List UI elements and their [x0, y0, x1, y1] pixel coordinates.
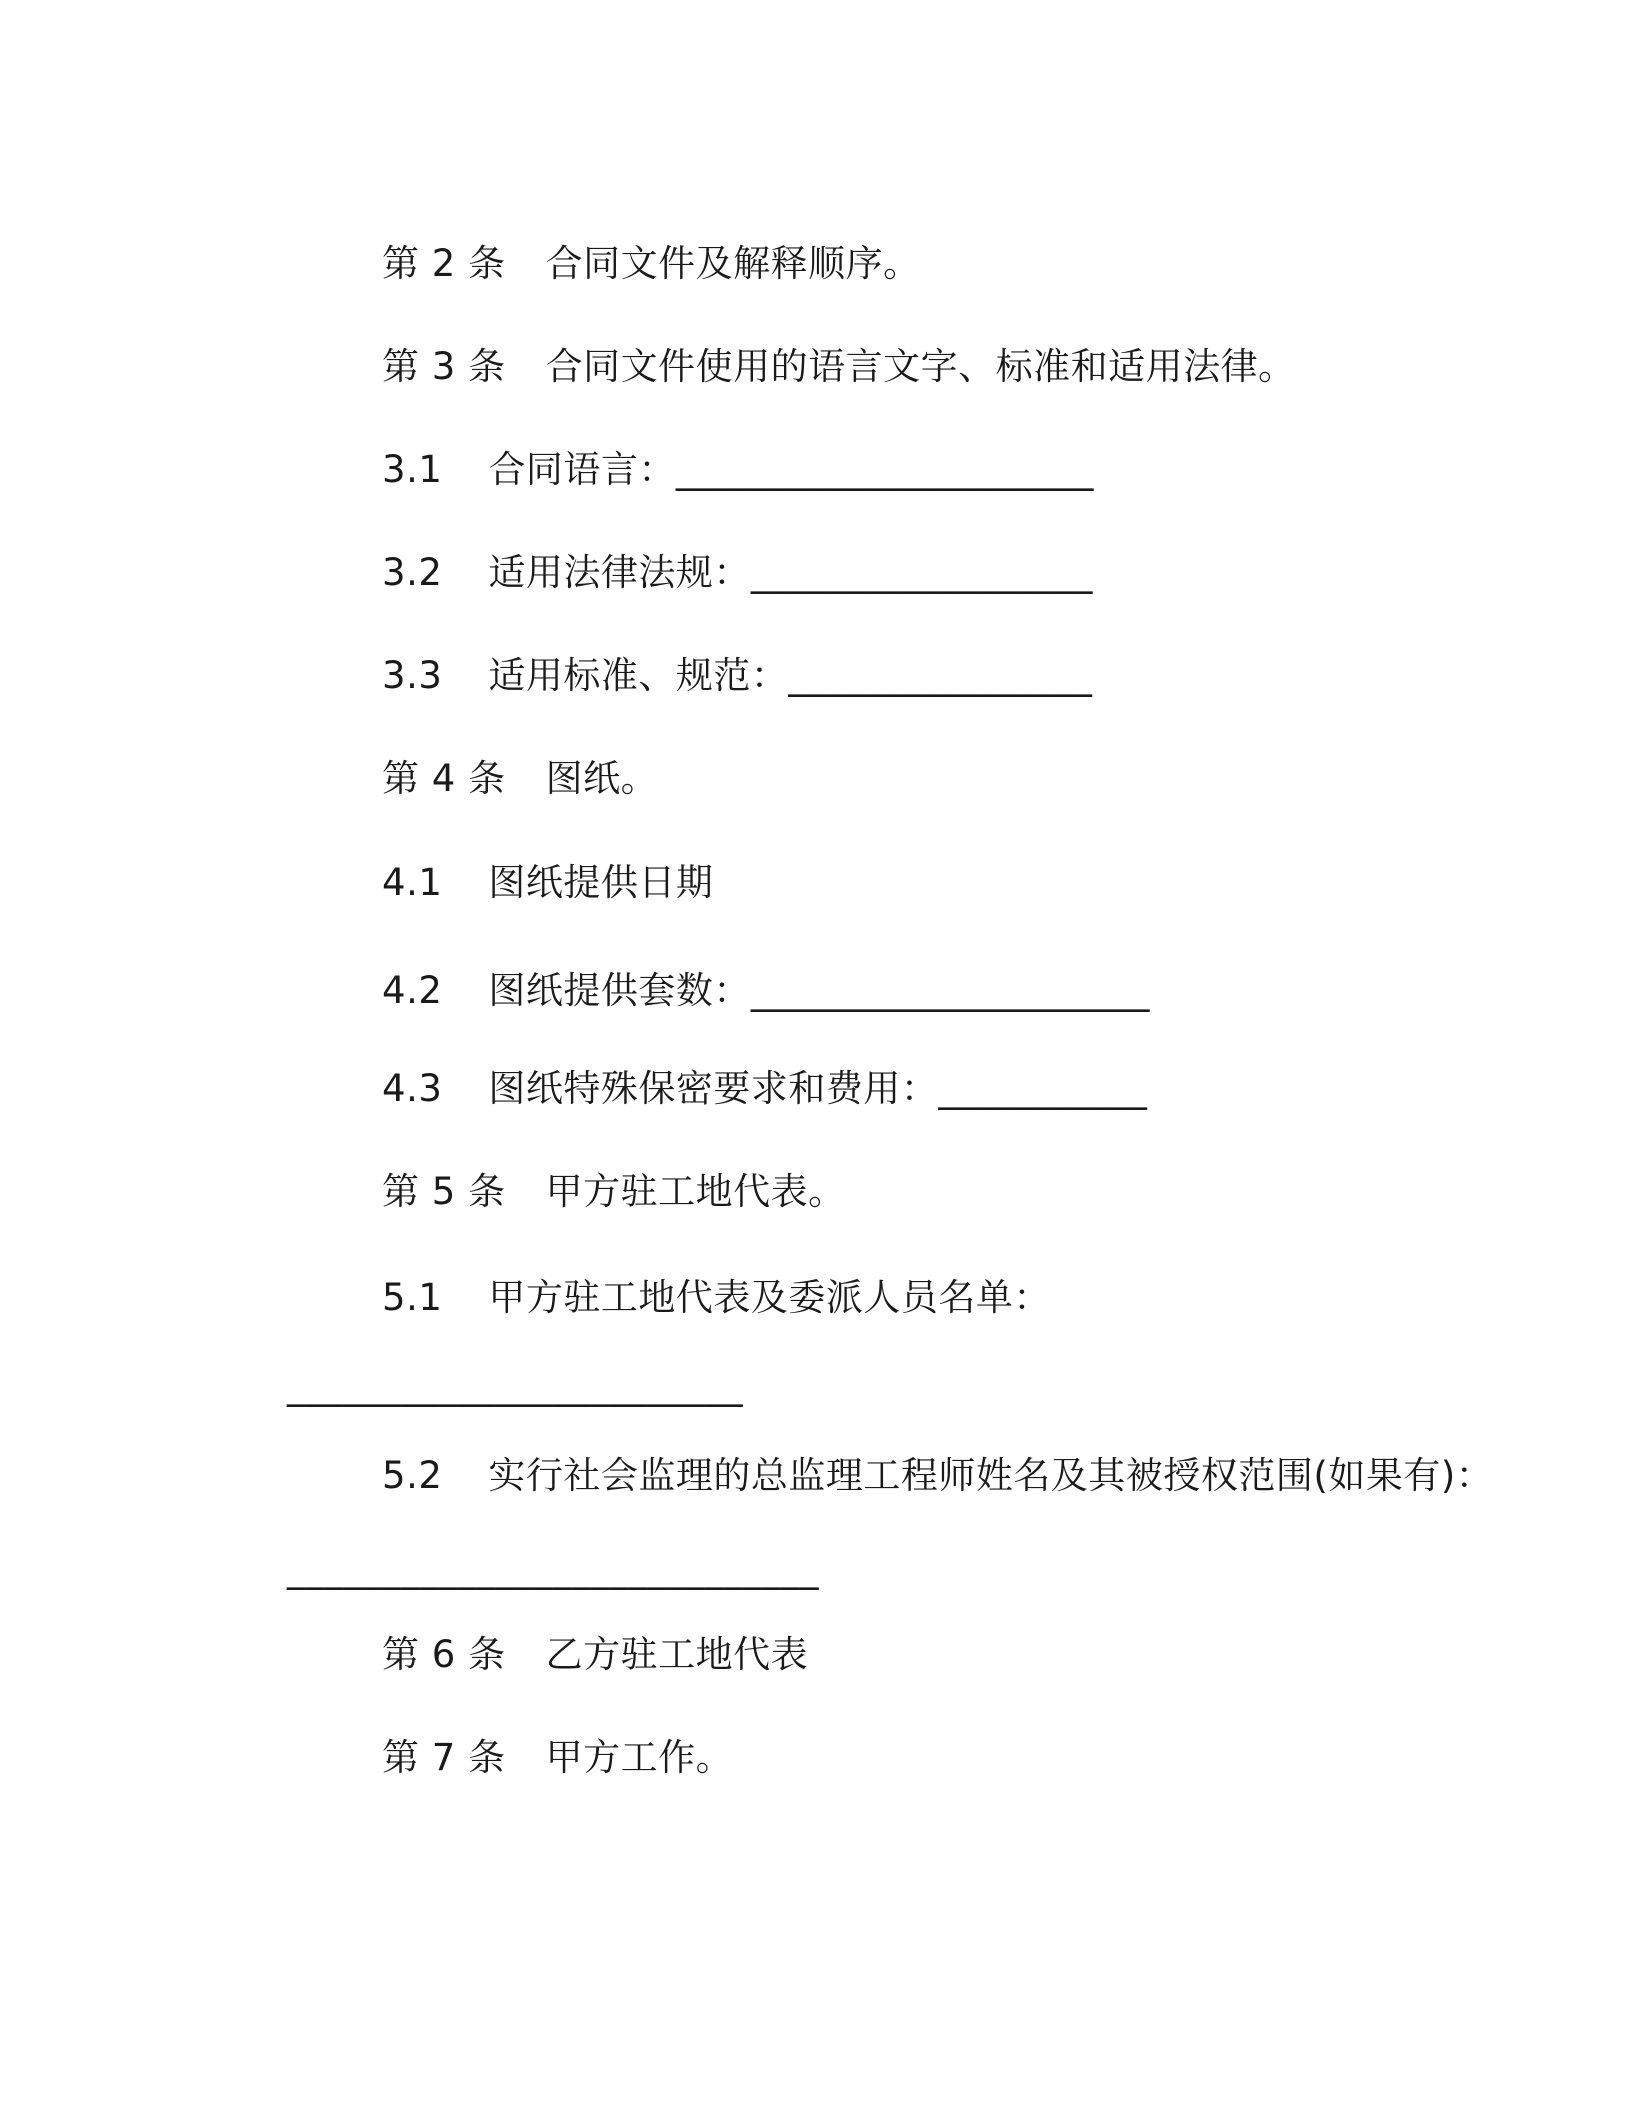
article-text: 甲方驻工地代表。 — [545, 1170, 846, 1213]
clause-number: 4.2 — [382, 969, 443, 1012]
clause-text: 合同语言：______________________ — [488, 448, 1094, 491]
clause-text: 适用标准、规范：________________ — [488, 654, 1093, 697]
article-text: 合同文件及解释顺序。 — [545, 242, 921, 285]
article-text: 合同文件使用的语言文字、标准和适用法律。 — [545, 345, 1296, 388]
clause-text: 实行社会监理的总监理工程师姓名及其被授权范围(如果有)： — [488, 1454, 1494, 1497]
blank-line: ________________________ — [287, 1364, 744, 1407]
clause-number: 4.1 — [382, 861, 443, 904]
article-number: 第 3 条 — [382, 345, 506, 388]
clause-number: 5.2 — [382, 1454, 443, 1497]
clause-text: 甲方驻工地代表及委派人员名单： — [488, 1276, 1051, 1319]
clause-text: 适用法律法规：__________________ — [488, 551, 1093, 594]
clause-number: 3.1 — [382, 448, 443, 491]
article-number: 第 4 条 — [382, 757, 506, 800]
article-text: 甲方工作。 — [545, 1736, 734, 1779]
clause-number: 5.1 — [382, 1276, 443, 1319]
clause-number: 3.3 — [382, 654, 443, 697]
clause-text: 图纸提供套数：_____________________ — [488, 969, 1150, 1012]
clause-number: 3.2 — [382, 551, 443, 594]
blank-line: ____________________________ — [287, 1547, 820, 1590]
article-number: 第 2 条 — [382, 242, 506, 285]
article-text: 图纸。 — [545, 757, 659, 800]
clause-text: 图纸提供日期 — [488, 861, 714, 904]
article-text: 乙方驻工地代表 — [545, 1633, 809, 1676]
clause-text: 图纸特殊保密要求和费用：___________ — [488, 1067, 1148, 1110]
article-number: 第 7 条 — [382, 1736, 506, 1779]
article-number: 第 6 条 — [382, 1633, 506, 1676]
clause-number: 4.3 — [382, 1067, 443, 1110]
article-number: 第 5 条 — [382, 1170, 506, 1213]
article-7 — [333, 1686, 733, 1830]
